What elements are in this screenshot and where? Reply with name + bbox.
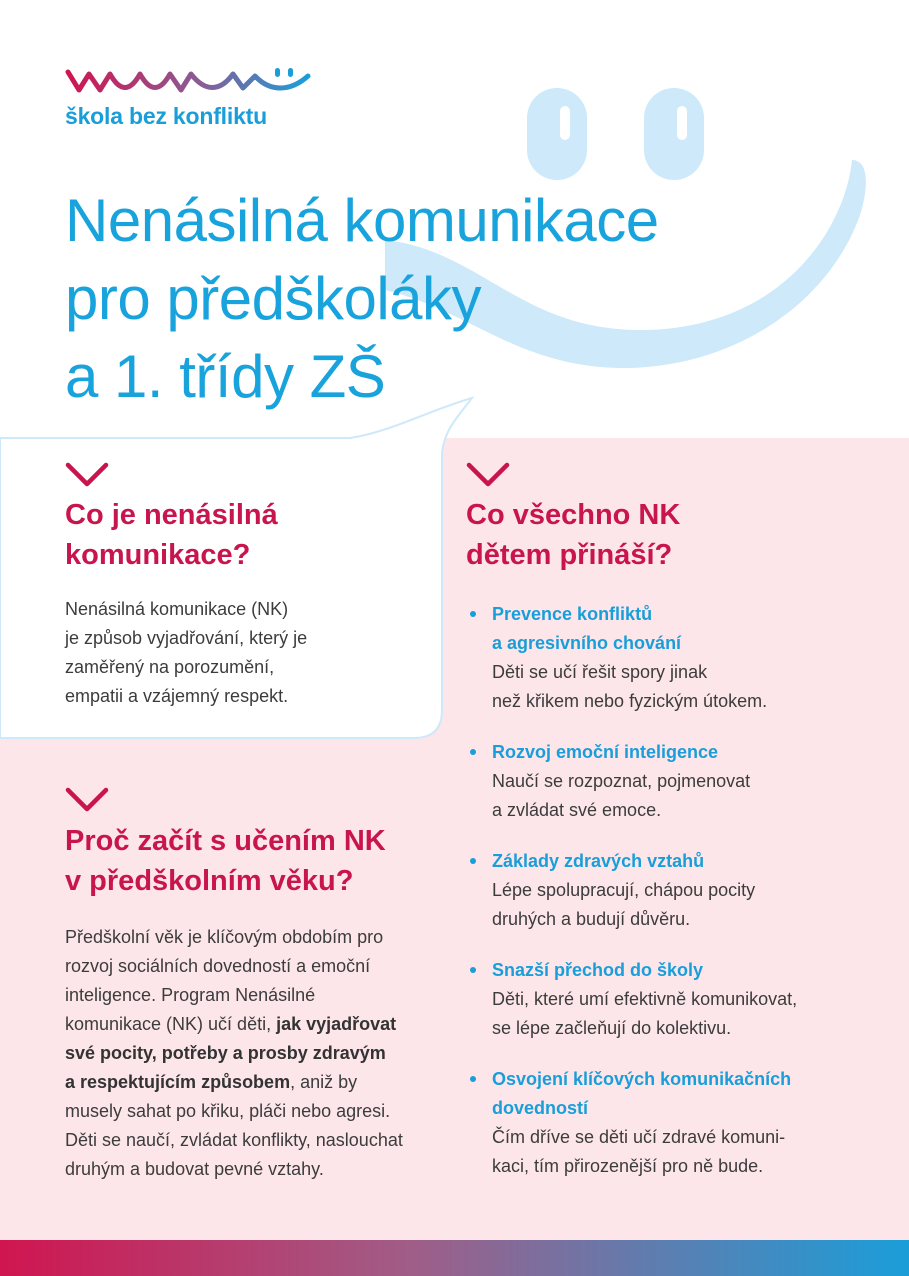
chevron-down-icon <box>65 462 115 492</box>
benefit-item <box>467 738 887 825</box>
benefit-item <box>467 847 887 934</box>
body-line: a respektujícím způsobem, aniž by <box>65 1072 358 1092</box>
benefit-item <box>467 956 887 1043</box>
footer-gradient-bar <box>0 1240 909 1276</box>
emphasis: jak vyjadřovat <box>276 1014 397 1034</box>
benefit-desc: kaci, tím přirozenější pro ně bude. <box>492 1156 764 1176</box>
benefits-list-container <box>467 600 887 1203</box>
benefit-desc: než křikem nebo fyzickým útokem. <box>492 691 768 711</box>
benefit-desc: Lépe spolupracují, chápou pocity <box>492 880 756 900</box>
page-title <box>65 182 765 416</box>
title-line: Nenásilná komunikace <box>65 187 659 254</box>
body-line: rozvoj sociálních dovedností a emoční <box>65 956 371 976</box>
benefit-desc: Naučí se rozpoznat, pojmenovat <box>492 771 751 791</box>
body-line: komunikace (NK) učí děti, jak vyjadřovat <box>65 1014 397 1034</box>
body-line: zaměřený na porozumění, <box>65 657 275 677</box>
benefit-desc: Děti, které umí efektivně komunikovat, <box>492 989 798 1009</box>
logo-wave-icon <box>65 66 315 100</box>
body-line: inteligence. Program Nenásilné <box>65 985 316 1005</box>
body-line: druhým a budovat pevné vztahy. <box>65 1159 324 1179</box>
benefit-desc: se lépe začleňují do kolektivu. <box>492 1018 732 1038</box>
benefit-title: Základy zdravých vztahů <box>492 851 705 871</box>
heading-line: v předškolním věku? <box>65 865 354 897</box>
section-what-body <box>65 595 435 711</box>
emphasis: své pocity, potřeby a prosby zdravým <box>65 1043 386 1063</box>
benefit-title: Osvojení klíčových komunikačních <box>492 1069 792 1089</box>
body-line: Děti se naučí, zvládat konflikty, naslouchat <box>65 1130 403 1150</box>
section-heading-what <box>65 495 278 575</box>
benefit-desc: Děti se učí řešit spory jinak <box>492 662 708 682</box>
heading-line: komunikace? <box>65 539 251 571</box>
benefit-item <box>467 600 887 716</box>
body-line: je způsob vyjadřování, který je <box>65 628 308 648</box>
heading-line: dětem přináší? <box>466 539 673 571</box>
heading-line: Proč začít s učením NK <box>65 825 386 857</box>
benefit-title: Prevence konfliktů <box>492 604 653 624</box>
benefit-title: Rozvoj emoční inteligence <box>492 742 719 762</box>
body-line: Nenásilná komunikace (NK) <box>65 599 289 619</box>
benefit-desc: Čím dříve se děti učí zdravé komuni- <box>492 1127 786 1147</box>
body-line: musely sahat po křiku, pláči nebo agresi. <box>65 1101 391 1121</box>
benefit-title: a agresivního chování <box>492 633 682 653</box>
body-line: empatii a vzájemný respekt. <box>65 686 289 706</box>
logo-text: škola bez konfliktu <box>65 103 267 129</box>
title-line: pro předškoláky <box>65 265 482 332</box>
heading-line: Co je nenásilná <box>65 499 278 531</box>
section-heading-benefits <box>466 495 680 575</box>
chevron-down-icon <box>466 462 516 492</box>
body-line <box>65 1039 450 1068</box>
benefit-title: Snazší přechod do školy <box>492 960 704 980</box>
chevron-down-icon <box>65 787 115 817</box>
benefit-item <box>467 1065 887 1181</box>
benefits-list <box>467 600 887 1181</box>
section-heading-why <box>65 821 386 901</box>
title-line: a 1. třídy ZŠ <box>65 343 386 410</box>
heading-line: Co všechno NK <box>466 499 681 531</box>
benefit-desc: a zvládat své emoce. <box>492 800 662 820</box>
emphasis: a respektujícím způsobem <box>65 1072 291 1092</box>
benefit-desc: druhých a budují důvěru. <box>492 909 691 929</box>
body-line: Předškolní věk je klíčovým obdobím pro <box>65 927 384 947</box>
benefit-title: dovedností <box>492 1098 589 1118</box>
section-why-body <box>65 923 450 1184</box>
